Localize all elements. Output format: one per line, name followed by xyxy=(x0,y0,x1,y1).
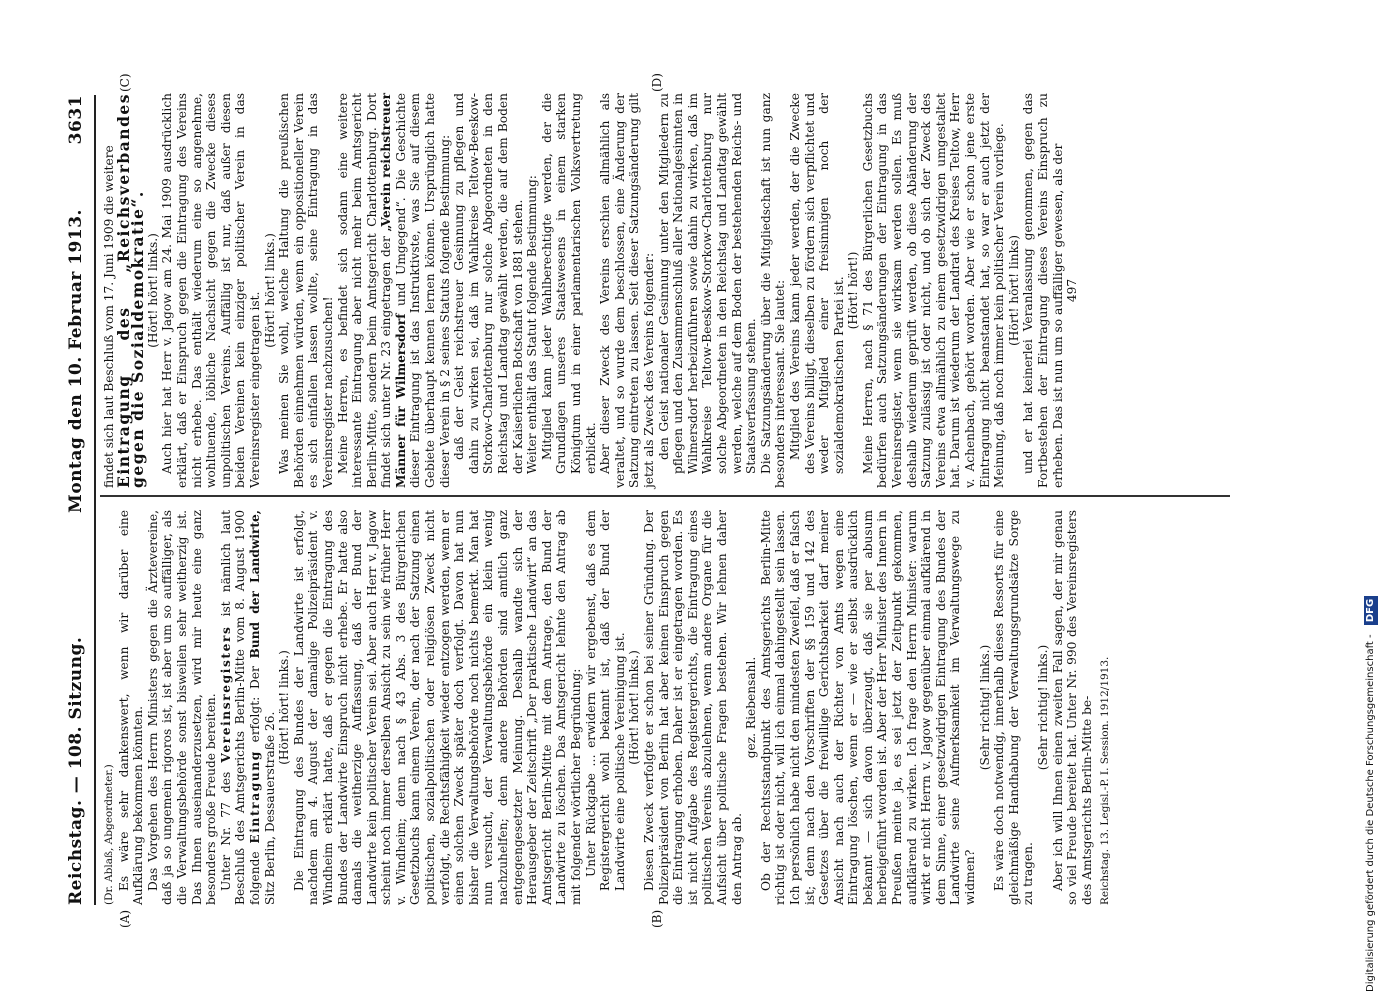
paragraph: Meine Herren, nach § 71 des Bürgerlichen Gesetzbuchs bedürfen auch Satzungsänderungen der Eintragung in das Vereinsregister, wenn sie wirksam werden sollen. Es muß deshalb wiederum geprüft werden, ob diese Abänderung der Satzung zulässig ist oder nicht, und ob sich der Zweck des Vereins etwa allmählich zu einem gesetzwidrigen umgestaltet hat. Darum ist wiederum der Landrat des Kreises Teltow, Herr v. Achenbach, gehört worden. Aber wie er schon jene erste Eintragung nicht beanstandet hat, so war er auch jetzt der Meinung, daß noch immer kein politischer Verein vorliege. xyxy=(860,93,1007,488)
paragraph: Was meinen Sie wohl, welche Haltung die preußischen Behörden einnehmen würden, wenn ein oppositioneller Verein es sich einfallen lassen wollte, seine Eintragung in das Vereinsregister nachzusuchen! xyxy=(277,93,335,488)
quote: daß der Geist reichstreuer Gesinnung zu pflegen und dahin zu wirken sei, daß im Wahlkreise Teltow-Beeskow-Storkow-Charlottenburg nur solche Abgeordneten in den Reichstag und Landtag gewählt werden, die auf dem Boden der Kaiserlichen Botschaft von 1881 stehen. xyxy=(452,93,525,474)
speaker-note: (Dr. Ablaß, Abgeordneter.) xyxy=(103,764,115,905)
text: Meine Herren, es befindet sich sodann eine weitere interessante Eintragung aber nicht mehr beim Amtsgericht Berlin-Mitte, sondern beim Amtsgericht Charlottenburg. Dort findet sich unter Nr. 23 eingetragen der xyxy=(335,93,394,488)
quote: Mitglied des Vereins kann jeder werden, der die Zwecke des Vereins billigt, dieselben zu fördern sich verpflichtet und weder Mitglied einer freisinnigen noch der sozialdemokratischen Partei ist. xyxy=(787,93,846,474)
side-credit-text xyxy=(1360,8,1382,992)
footer-note: Reichstag. 13. Legisl.-P. I. Session. 1912/1913. xyxy=(1099,656,1112,905)
header-left: Reichstag. — 108. Sitzung. xyxy=(66,636,86,905)
text: Unter Nr. 77 des xyxy=(218,771,233,891)
text: ist nämlich laut Beschluß des Amtsgerichts Berlin-Mitte vom 8. August 1900 folgende xyxy=(218,510,262,905)
page-header xyxy=(62,95,92,905)
quote: den Geist nationaler Gesinnung unter den Mitgliedern zu pflegen und den Zusammenschluß aller Nationalgesinnten in Wilmersdorf herbeizuführen sowie dahin zu wirken, daß im Wahlkreise Teltow-Beeskow-Storkow-Charlottenburg nur solche Abgeordneten in den Reichstag und Landtag gewählt werden, welche auf dem Boden der bestehenden Reichs- und Staatsverfassung stehen. xyxy=(656,93,759,474)
quote: Unter Rückgabe … erwidern wir ergebenst, daß es dem Registergericht wohl bekannt ist, daß der Bund der Landwirte eine politische Vereinigung ist. xyxy=(583,510,627,891)
dfg-logo: DFG xyxy=(1364,596,1378,625)
page-number: 3631 xyxy=(66,95,86,145)
paragraph: Ob der Rechtsstandpunkt des Amtsgerichts Berlin-Mitte richtig ist oder nicht, will ich einmal dahingestellt sein lassen. Ich persönlich habe nicht den mindesten Zweifel, daß er falsch ist; denn nach den Vorschriften der §§ 159 und 142 des Gesetzes über die freiwillige Gerichtsbarkeit darf meiner Ansicht nach auch der Richter von Amts wegen eine Eintragung löschen, wenn er — wie er selbst ausdrücklich bekannt — sich davon überzeugt, daß sie per abusum herbeigeführt worden ist. Aber der Herr Minister des Innern in Preußen meinte ja, es sei jetzt der Zeitpunkt gekommen, aufklärend zu wirken. Ich frage den Herrn Minister: warum wirkt er nicht Herrn v. Jagow gegenüber einmal aufklärend in dem Sinne, einer gesetzwidrigen Eintragung des Bundes der Landwirte seine Aufmerksamkeit im Verwaltungswege zu widmen? xyxy=(758,510,978,905)
paragraph: Es wäre sehr dankenswert, wenn wir darüber eine Aufklärung bekommen könnten. xyxy=(116,510,146,905)
header-date: Montag den 10. Februar 1913. xyxy=(66,209,86,513)
paragraph: Aber dieser Zweck des Vereins erschien allmählich als veraltet, und so wurde dem beschlossen, eine Änderung der Satzung eintreten zu lassen. Seit dieser Satzungsänderung gilt jetzt als Zweck des Vereins folgender: xyxy=(598,93,656,488)
marker-d: (D) xyxy=(650,73,664,92)
column-divider xyxy=(100,495,1230,497)
paragraph: und er hat keinerlei Veranlassung genommen, gegen das Fortbestehen der Eintragung dieses Vereins Einspruch zu erheben. Das ist nun um so auffälliger gewesen, als der xyxy=(1021,93,1065,488)
bold-text: Eintragung xyxy=(247,750,262,844)
paragraph: Das Vorgehen des Herrn Ministers gegen die Ärztevereine, daß ja so ungemein rigoros ist, ist aber um so auffälliger, als die Verwaltungsbehörde sonst bisweilen sehr weitherzig ist. Das Ihnen auseinanderzusetzen, wird mir heute eine ganz besonders große Freude bereiten. xyxy=(145,510,219,905)
bold-text: Vereinsregisters xyxy=(218,625,233,763)
paragraph: Die Eintragung des Bundes der Landwirte ist erfolgt, nachdem am 4. August der damalige Polizeipräsident v. Windheim erklärt hatte, daß er gegen die Eintragung des Bundes der Landwirte Einspruch nicht erhebe. Er hatte also damals die weitherzige Auffassung, daß der Bund der Landwirte kein politischer Verein sei. Aber auch Herr v. Jagow scheint noch immer derselben Ansicht zu sein wie früher Herr v. Windheim; denn nach § 43 Abs. 3 des Bürgerlichen Gesetzbuchs kann einem Verein, der nach der Satzung einen politischen, sozialpolitischen oder religiösen Zweck nicht verfolgt, die Rechtsfähigkeit wieder entzogen werden, wenn er einen solchen Zweck später doch verfolgt. Davon hat nun bisher die Verwaltungsbehörde noch nichts bemerkt. Man hat nun versucht, der Verwaltungsbehörde ein klein wenig nachzuhelfen; denn andere Behörden sind amtlich ganz entgegengesetzter Meinung. Deshalb wandte sich der Herausgeber der Zeitschrift „Der praktische Landwirt“ an das Amtsgericht Berlin-Mitte mit dem Antrage, den Bund der Landwirte zu löschen. Das Amtsgericht lehnte den Antrag ab mit folgender wörtlicher Begründung: xyxy=(291,510,583,905)
paragraph: Weiter enthält das Statut folgende Bestimmung: xyxy=(525,175,540,474)
signature: gez. Riebensahl. xyxy=(744,656,759,759)
side-credit xyxy=(1360,8,1382,992)
quote: Mitglied kann jeder Wahlberechtigte werden, der die Grundlagen unseres Staatswesens in einem starken Königtum und in einer parlamentarischen Volksvertretung erblickt. xyxy=(539,93,598,474)
interjection: (Hört! hört!) xyxy=(846,251,861,330)
interjection: (Hört! hört! links.) xyxy=(277,650,292,765)
paragraph xyxy=(336,93,453,488)
interjection: (Sehr richtig! links.) xyxy=(977,644,992,771)
interjection: (Hört! hört! links.) xyxy=(145,233,160,348)
right-column xyxy=(102,93,1080,488)
page-sheet-number: 497 xyxy=(1065,278,1080,303)
interjection: (Hört! hört! links) xyxy=(1006,235,1021,346)
paragraph xyxy=(219,510,277,905)
header-rule xyxy=(94,95,96,905)
paragraph: Die Satzungsänderung über die Mitgliedschaft ist nun ganz besonders interessant. Sie lautet: xyxy=(758,93,788,488)
interjection: (Hört! hört! links.) xyxy=(627,650,642,765)
text: und Umgegend“. Die Geschichte dieser Eintragung ist das Instruktivste, was Sie auf diesem Gebiete überhaupt kennen lernen können. Ursprünglich hatte dieser Verein in § 2 seines Statuts folgende Bestimmung: xyxy=(393,93,452,488)
paragraph: Es wäre doch notwendig, innerhalb dieses Ressorts für eine gleichmäßige Handhabung der Verwaltungsgrundsätze Sorge zu tragen. xyxy=(992,510,1036,905)
paragraph: findet sich laut Beschluß vom 17. Juni 1909 die weitere xyxy=(102,145,116,488)
bold-text: „Verein reichstreuer Männer für Wilmersdorf xyxy=(379,93,408,488)
interjection: (Sehr richtig! links.) xyxy=(1036,644,1050,771)
marker-a: (A) xyxy=(118,909,132,928)
paragraph: Auch hier hat Herr v. Jagow am 24. Mai 1909 ausdrücklich erklärt, daß er Einspruch gegen die Eintragung des Vereins nicht erhebe. Das enthält wiederum eine so angenehme, wohltuende, löbliche Nachsicht gegen die Zwecke dieses unpolitischen Vereins. Auffällig ist nur, daß außer diesen beiden Vereinen kein einziger politischer Verein in das Vereinsregister eingetragen ist. xyxy=(160,93,262,488)
paragraph: Aber ich will Ihnen einen zweiten Fall sagen, der mir genau so viel Freude bereitet hat. Unter Nr. 990 des Vereinsregisters des Amtsgerichts Berlin-Mitte be- xyxy=(1050,510,1094,905)
left-column xyxy=(102,510,1113,905)
bold-heading: Eintragung des „Reichsverbandes gegen die Sozialdemokratie“. xyxy=(113,93,148,488)
interjection: (Hört! hört! links.) xyxy=(262,233,277,348)
marker-c: (C) xyxy=(118,73,132,92)
text: Sitz Berlin, Dessauerstraße 26. xyxy=(262,711,277,905)
text: erfolgt: Der xyxy=(247,666,262,743)
marker-b: (B) xyxy=(650,909,664,928)
paragraph: Diesen Zweck verfolgte er schon bei seiner Gründung. Der Polizeipräsident von Berlin hat aber keinen Einspruch gegen die Eintragung erhoben. Daher ist er eingetragen worden. Es ist nicht Aufgabe des Registergerichts, die Eintragung eines politischen Vereins abzulehnen, wenn andere Organe für die Aufsicht über politische Fragen bestehen. Wir lehnen daher den Antrag ab. xyxy=(641,510,744,905)
bold-text: Bund der Landwirte, xyxy=(247,509,262,659)
credit-text: Digitalisierung gefördert durch die Deutsche Forschungsgemeinschaft - xyxy=(1365,634,1376,992)
